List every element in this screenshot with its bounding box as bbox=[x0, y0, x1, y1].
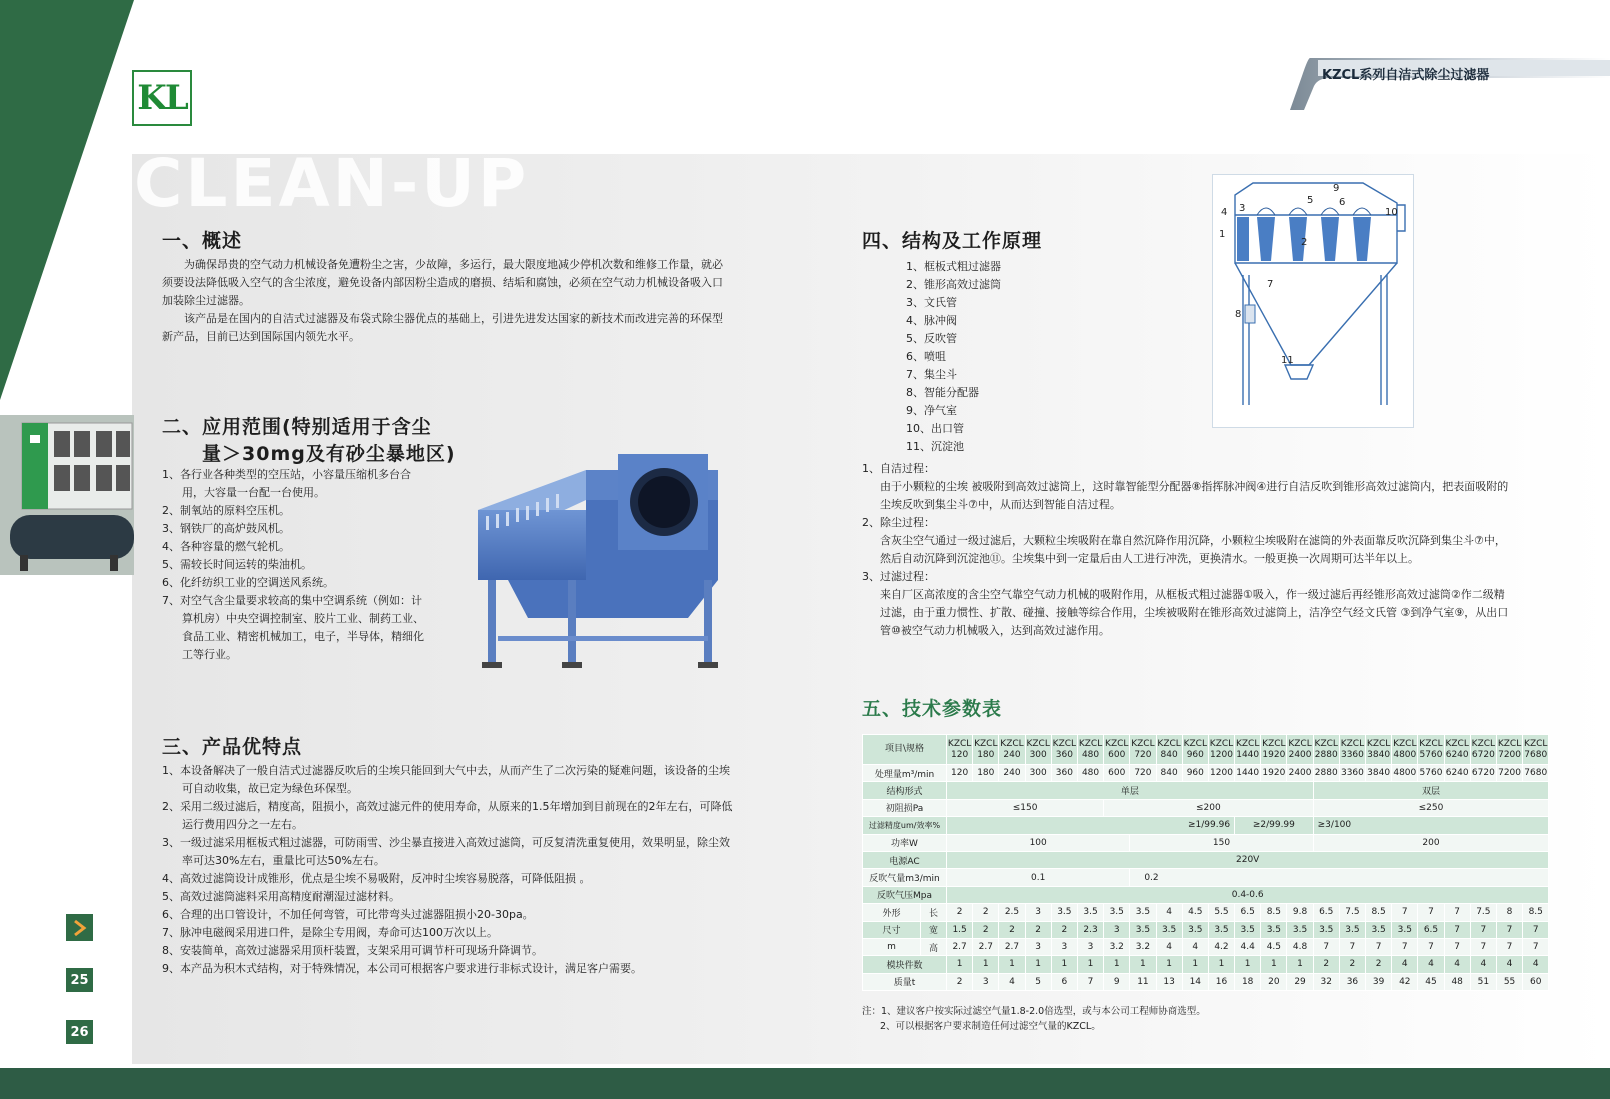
table-cell: 4 bbox=[1496, 956, 1522, 973]
footer-bar bbox=[0, 1068, 1610, 1099]
table-row: m 高 2.7 2.7 2.7 3 3 3 3.2 3.2 4 4 4.2 4.4 4.5 4.8 7 7 7 7 7 7 7 7 7 bbox=[863, 938, 1549, 955]
table-cell: 4.5 bbox=[1261, 938, 1287, 955]
table-cell: 3.5 bbox=[1051, 904, 1077, 921]
table-cell: 2 bbox=[973, 904, 999, 921]
model-prefix: KZCL bbox=[1524, 738, 1548, 749]
table-cell: 4 bbox=[1444, 956, 1470, 973]
table-cell bbox=[1339, 735, 1365, 765]
table-cell bbox=[1235, 735, 1261, 765]
table-cell: 1 bbox=[1261, 956, 1287, 973]
list-item: 7、脉冲电磁阀采用进口件，是除尘专用阀，寿命可达100万次以上。 bbox=[162, 926, 498, 939]
table-cell: 14 bbox=[1182, 973, 1208, 990]
table-row: 过滤精度um/效率% ≥1/99.96 ≥2/99.99 ≥3/100 bbox=[863, 817, 1549, 834]
table-cell: 1 bbox=[1182, 956, 1208, 973]
table-cell: 1200 bbox=[1208, 765, 1234, 782]
table-cell: 2 bbox=[947, 904, 973, 921]
table-cell bbox=[1313, 735, 1339, 765]
table-cell: 2.5 bbox=[999, 904, 1025, 921]
table-cell: 7 bbox=[1418, 904, 1444, 921]
model-prefix: KZCL bbox=[1209, 738, 1234, 749]
table-cell: 6240 bbox=[1444, 765, 1470, 782]
process-descriptions bbox=[862, 460, 1512, 640]
table-cell: 8.5 bbox=[1261, 904, 1287, 921]
table-cell: 60 bbox=[1523, 973, 1549, 990]
section-overview-text bbox=[162, 256, 732, 346]
model-prefix: KZCL bbox=[1052, 738, 1077, 749]
table-cell: 3.5 bbox=[1235, 921, 1261, 938]
list-item: 10、出口管 bbox=[906, 422, 964, 435]
list-item: 8、智能分配器 bbox=[906, 386, 979, 399]
model-number: 3840 bbox=[1367, 749, 1391, 760]
table-cell: 4 bbox=[999, 973, 1025, 990]
table-cell bbox=[1104, 735, 1130, 765]
table-cell: 240 bbox=[999, 765, 1025, 782]
table-cell: 3.5 bbox=[1182, 921, 1208, 938]
page-number-26[interactable]: 26 bbox=[66, 1020, 93, 1044]
table-row bbox=[863, 765, 1549, 782]
table-cell: 7.5 bbox=[1470, 904, 1496, 921]
table-cell: 1.5 bbox=[947, 921, 973, 938]
table-cell: 3840 bbox=[1366, 765, 1392, 782]
list-item: 5、高效过滤筒滤料采用高精度耐潮湿过滤材料。 bbox=[162, 890, 400, 903]
table-cell: 7 bbox=[1444, 904, 1470, 921]
model-prefix: KZCL bbox=[974, 738, 998, 749]
table-cell: 7680 bbox=[1523, 765, 1549, 782]
table-cell: 2.7 bbox=[947, 938, 973, 955]
table-cell bbox=[1025, 735, 1051, 765]
model-prefix: KZCL bbox=[1078, 738, 1103, 749]
table-cell: 3.5 bbox=[1392, 921, 1418, 938]
table-cell: 1 bbox=[1287, 956, 1313, 973]
table-cell: 29 bbox=[1287, 973, 1313, 990]
process-text: 由于小颗粒的尘埃 被吸附到高效过滤筒上，这时靠智能型分配器⑧指挥脉冲阀④进行自洁反吹到锥形高效过滤筒内，把表面吸附的尘埃反吹到集尘斗⑦中，从而达到智能自洁过程。 bbox=[880, 480, 1509, 511]
model-number: 480 bbox=[1081, 749, 1100, 760]
model-number: 720 bbox=[1134, 749, 1152, 760]
note-line: 2、可以根据客户要求制造任何过滤空气量的KZCL。 bbox=[880, 1021, 1101, 1032]
section-parameters-title: 五、技术参数表 bbox=[862, 698, 1003, 720]
model-prefix: KZCL bbox=[1340, 738, 1365, 749]
table-cell bbox=[1287, 735, 1313, 765]
table-cell: 7 bbox=[1418, 938, 1444, 955]
table-cell bbox=[999, 735, 1025, 765]
list-item: 6、化纤纺织工业的空调送风系统。 bbox=[162, 576, 334, 589]
table-cell: 1 bbox=[947, 956, 973, 973]
page-number-25[interactable]: 25 bbox=[66, 968, 93, 992]
table-cell: 7.5 bbox=[1339, 904, 1365, 921]
diagram-label: 9 bbox=[1333, 183, 1340, 194]
table-cell: 1440 bbox=[1235, 765, 1261, 782]
table-cell: 2400 bbox=[1287, 765, 1313, 782]
table-cell: 32 bbox=[1313, 973, 1339, 990]
table-cell: 5760 bbox=[1418, 765, 1444, 782]
model-prefix: KZCL bbox=[1393, 738, 1417, 749]
diagram-label: 6 bbox=[1339, 197, 1346, 208]
table-cell: 4 bbox=[1470, 956, 1496, 973]
model-prefix: KZCL bbox=[1262, 738, 1286, 749]
table-cell: 2 bbox=[999, 921, 1025, 938]
table-cell: 3.5 bbox=[1261, 921, 1287, 938]
table-cell: 11 bbox=[1130, 973, 1156, 990]
table-cell: 4 bbox=[1182, 938, 1208, 955]
table-cell: 2 bbox=[1313, 956, 1339, 973]
table-cell: 8 bbox=[1496, 904, 1522, 921]
structure-diagram bbox=[1212, 174, 1414, 428]
diagram-label: 8 bbox=[1235, 309, 1242, 320]
process-title: 2、除尘过程： bbox=[862, 516, 935, 529]
list-item: 2、制氧站的原料空压机。 bbox=[162, 504, 290, 517]
model-number: 600 bbox=[1108, 749, 1126, 760]
kl-logo: KL bbox=[132, 70, 192, 126]
table-cell: 6.5 bbox=[1313, 904, 1339, 921]
table-cell: 7 bbox=[1077, 973, 1103, 990]
model-prefix: KZCL bbox=[1497, 738, 1522, 749]
model-prefix: KZCL bbox=[1105, 738, 1129, 749]
note-line: 注：1、建议客户按实际过滤空气量1.8-2.0倍选型，或与本公司工程师协商选型。 bbox=[862, 1006, 1206, 1017]
model-number: 1200 bbox=[1210, 749, 1233, 760]
model-number: 2400 bbox=[1288, 749, 1312, 760]
table-cell: 13 bbox=[1156, 973, 1182, 990]
list-item: 2、采用二级过滤后，精度高，阻损小，高效过滤元件的使用寿命，从原来的1.5年增加到目前现在的2年左右，可降低运行费用四分之一左右。 bbox=[162, 800, 733, 831]
list-item: 8、安装简单，高效过滤器采用顶杆装置，支架采用可调节杆可现场升降调节。 bbox=[162, 944, 543, 957]
table-cell: 7 bbox=[1444, 921, 1470, 938]
table-cell: 4.8 bbox=[1287, 938, 1313, 955]
model-number: 2880 bbox=[1314, 749, 1338, 760]
model-prefix: KZCL bbox=[1235, 738, 1260, 749]
list-item: 1、框板式粗过滤器 bbox=[906, 260, 1001, 273]
table-cell: 4.2 bbox=[1208, 938, 1234, 955]
table-cell: 42 bbox=[1392, 973, 1418, 990]
model-number: 7200 bbox=[1498, 749, 1521, 760]
table-cell: 3.2 bbox=[1104, 938, 1130, 955]
table-cell: 3 bbox=[1104, 921, 1130, 938]
table-notes bbox=[862, 1004, 1206, 1034]
table-cell: 6.5 bbox=[1235, 904, 1261, 921]
table-cell: 3.5 bbox=[1208, 921, 1234, 938]
table-cell: 2 bbox=[947, 973, 973, 990]
list-item: 11、沉淀池 bbox=[906, 440, 964, 453]
diagram-label: 2 bbox=[1301, 237, 1308, 248]
table-cell bbox=[1444, 735, 1470, 765]
model-number: 7680 bbox=[1524, 749, 1548, 760]
list-item: 3、一级过滤采用框板式粗过滤器，可防雨雪、沙尘暴直接进入高效过滤筒，可反复清洗重复使用，效果明显，除尘效率可达30%左右，重量比可达50%左右。 bbox=[162, 836, 730, 867]
model-prefix: KZCL bbox=[1157, 738, 1181, 749]
model-prefix: KZCL bbox=[1314, 738, 1338, 749]
table-cell bbox=[1077, 735, 1103, 765]
table-cell: 18 bbox=[1235, 973, 1261, 990]
process-title: 1、自洁过程： bbox=[862, 462, 935, 475]
table-cell: 2 bbox=[1025, 921, 1051, 938]
list-item: 2、锥形高效过滤筒 bbox=[906, 278, 1001, 291]
table-row: 反吹气压Mpa 0.4-0.6 bbox=[863, 886, 1549, 903]
model-number: 6240 bbox=[1445, 749, 1469, 760]
table-cell bbox=[1496, 735, 1522, 765]
process-text: 来自厂区高浓度的含尘空气靠空气动力机械的吸附作用，从框板式粗过滤器①吸入，作一级过滤后再经锥形高效过滤筒②作二级精过滤，由于重力惯性、扩散、碰撞、接触等综合作用，尘埃被吸附在锥形高效过滤筒上，洁净空气经文氏管 ③到净气室⑨，从出口管⑩被空气动力机械吸入，达到高效过滤作用。 bbox=[880, 588, 1509, 637]
section-application-title bbox=[162, 412, 456, 466]
table-cell bbox=[1470, 735, 1496, 765]
table-cell: 2 bbox=[1366, 956, 1392, 973]
table-cell: 3.5 bbox=[1130, 921, 1156, 938]
dust-filter-photo bbox=[468, 450, 738, 670]
table-row: 功率W 100 150 200 bbox=[863, 834, 1549, 851]
list-item: 7、对空气含尘量要求较高的集中空调系统（例如：计算机房）中央空调控制室、胶片工业、制药工业、食品工业、精密机械加工，电子，半导体，精细化工等行业。 bbox=[162, 594, 424, 661]
header-title: KZCL系列自洁式除尘过滤器 bbox=[1322, 68, 1490, 83]
table-cell: 1 bbox=[973, 956, 999, 973]
table-cell: 7 bbox=[1366, 938, 1392, 955]
application-title-line1: 二、应用范围(特别适用于含尘 bbox=[162, 416, 432, 438]
section-overview-title: 一、概述 bbox=[162, 230, 243, 252]
list-item: 4、脉冲阀 bbox=[906, 314, 957, 327]
table-cell: 600 bbox=[1104, 765, 1130, 782]
table-cell bbox=[1182, 735, 1208, 765]
table-row: 电源AC 220V bbox=[863, 851, 1549, 868]
model-number: 6720 bbox=[1471, 749, 1495, 760]
table-cell: 3 bbox=[1025, 904, 1051, 921]
process-title: 3、过滤过程： bbox=[862, 570, 935, 583]
table-cell: 7200 bbox=[1496, 765, 1522, 782]
table-cell: 4 bbox=[1156, 938, 1182, 955]
table-cell: 7 bbox=[1444, 938, 1470, 955]
diagram-label: 1 bbox=[1219, 229, 1226, 240]
table-cell: 3.5 bbox=[1339, 921, 1365, 938]
table-cell: 4 bbox=[1156, 904, 1182, 921]
table-cell: 2.7 bbox=[973, 938, 999, 955]
table-cell: 45 bbox=[1418, 973, 1444, 990]
air-compressor-photo bbox=[0, 415, 134, 575]
list-item: 9、净气室 bbox=[906, 404, 957, 417]
table-cell: 720 bbox=[1130, 765, 1156, 782]
list-item: 5、需较长时间运转的柴油机。 bbox=[162, 558, 312, 571]
parts-list bbox=[906, 258, 1106, 456]
table-cell: 2880 bbox=[1313, 765, 1339, 782]
green-corner-wedge bbox=[0, 0, 134, 400]
table-cell: 1 bbox=[1208, 956, 1234, 973]
table-cell bbox=[1156, 735, 1182, 765]
table-cell: 4.4 bbox=[1235, 938, 1261, 955]
diagram-label: 4 bbox=[1221, 207, 1228, 218]
table-cell: 3.5 bbox=[1313, 921, 1339, 938]
table-cell: 2.3 bbox=[1077, 921, 1103, 938]
table-cell bbox=[1051, 735, 1077, 765]
section-features-title: 三、产品优特点 bbox=[162, 736, 303, 758]
table-row: 初阻损Pa ≤150 ≤200 ≤250 bbox=[863, 799, 1549, 816]
table-cell: 960 bbox=[1182, 765, 1208, 782]
model-number: 240 bbox=[1003, 749, 1021, 760]
table-cell: 4.5 bbox=[1182, 904, 1208, 921]
model-prefix: KZCL bbox=[947, 738, 972, 749]
table-cell: 1 bbox=[1104, 956, 1130, 973]
table-cell: 1 bbox=[1130, 956, 1156, 973]
model-prefix: KZCL bbox=[1366, 738, 1391, 749]
table-cell: 7 bbox=[1339, 938, 1365, 955]
table-cell bbox=[1366, 735, 1392, 765]
table-cell: 4 bbox=[1418, 956, 1444, 973]
table-cell bbox=[947, 735, 973, 765]
list-item: 3、文氏管 bbox=[906, 296, 957, 309]
table-cell bbox=[1130, 735, 1156, 765]
table-cell: 55 bbox=[1496, 973, 1522, 990]
diagram-label: 7 bbox=[1267, 279, 1274, 290]
table-header-label: 项目\规格 bbox=[863, 735, 947, 765]
table-cell bbox=[1208, 735, 1234, 765]
diagram-label: 10 bbox=[1385, 207, 1398, 218]
overview-paragraph: 为确保昂贵的空气动力机械设备免遭粉尘之害，少故障，多运行，最大限度地减少停机次数和维修工作量，就必须要设法降低吸入空气的含尘浓度，避免设备内部因粉尘造成的磨损、结垢和腐蚀，必须在空气动力机械设备吸入口加装除尘过滤器。 bbox=[162, 258, 723, 307]
table-cell: 5 bbox=[1025, 973, 1051, 990]
table-cell: 36 bbox=[1339, 973, 1365, 990]
table-row: 质量t 2 3 4 5 6 7 9 11 13 14 16 18 20 29 32 36 39 42 45 48 51 55 60 bbox=[863, 973, 1549, 990]
table-cell: 3.5 bbox=[1287, 921, 1313, 938]
application-title-line2: 量＞30mg及有砂尘暴地区) bbox=[202, 443, 456, 465]
table-cell: 48 bbox=[1444, 973, 1470, 990]
table-cell: 6720 bbox=[1470, 765, 1496, 782]
model-prefix: KZCL bbox=[1131, 738, 1155, 749]
list-item: 4、高效过滤筒设计成锥形，优点是尘埃不易吸附，反冲时尘埃容易脱落，可降低阻损 。 bbox=[162, 872, 591, 885]
model-number: 4800 bbox=[1393, 749, 1417, 760]
table-cell: 8.5 bbox=[1366, 904, 1392, 921]
table-cell: 8.5 bbox=[1523, 904, 1549, 921]
model-number: 960 bbox=[1186, 749, 1204, 760]
table-cell: 3 bbox=[1077, 938, 1103, 955]
model-number: 5760 bbox=[1419, 749, 1443, 760]
list-item: 1、本设备解决了一般自洁式过滤器反吹后的尘埃只能回到大气中去，从而产生了二次污染的疑难问题，该设备的尘埃可自动收集，故已定为绿色环保型。 bbox=[162, 764, 730, 795]
table-cell: 3 bbox=[1025, 938, 1051, 955]
table-cell: 180 bbox=[973, 765, 999, 782]
table-cell: 7 bbox=[1392, 938, 1418, 955]
table-cell: 300 bbox=[1025, 765, 1051, 782]
table-cell: 120 bbox=[947, 765, 973, 782]
airflow-label: 处理量m³/min bbox=[863, 765, 947, 782]
list-item: 5、反吹管 bbox=[906, 332, 957, 345]
list-item: 9、本产品为积木式结构，对于特殊情况，本公司可根据客户要求进行非标式设计，满足客户需要。 bbox=[162, 962, 642, 975]
table-row: 外形 长 2 2 2.5 3 3.5 3.5 3.5 3.5 4 4.5 5.5 6.5 8.5 9.8 6.5 7.5 8.5 7 7 7 7.5 8 8.5 bbox=[863, 904, 1549, 921]
table-cell: 1 bbox=[1235, 956, 1261, 973]
model-prefix: KZCL bbox=[1000, 738, 1024, 749]
table-cell: 3.5 bbox=[1104, 904, 1130, 921]
table-cell: 4 bbox=[1523, 956, 1549, 973]
features-list bbox=[162, 762, 740, 978]
table-cell: 2 bbox=[973, 921, 999, 938]
table-cell: 3 bbox=[1051, 938, 1077, 955]
table-cell: 4 bbox=[1392, 956, 1418, 973]
diagram-label: 3 bbox=[1239, 203, 1246, 214]
table-cell: 6 bbox=[1051, 973, 1077, 990]
table-cell: 20 bbox=[1261, 973, 1287, 990]
table-cell: 1 bbox=[1025, 956, 1051, 973]
table-cell bbox=[1261, 735, 1287, 765]
list-item: 6、合理的出口管设计，不加任何弯管，可比带弯头过滤器阻损小20-30pa。 bbox=[162, 908, 534, 921]
table-cell: 3.5 bbox=[1366, 921, 1392, 938]
application-list bbox=[162, 466, 432, 664]
table-cell: 2 bbox=[1339, 956, 1365, 973]
model-number: 3360 bbox=[1340, 749, 1364, 760]
table-cell: 1 bbox=[1077, 956, 1103, 973]
table-cell: 7 bbox=[1496, 921, 1522, 938]
model-number: 1440 bbox=[1236, 749, 1260, 760]
table-cell bbox=[973, 735, 999, 765]
table-cell: 1 bbox=[999, 956, 1025, 973]
model-prefix: KZCL bbox=[1419, 738, 1443, 749]
table-cell: 6.5 bbox=[1418, 921, 1444, 938]
table-cell: 7 bbox=[1523, 938, 1549, 955]
list-item: 7、集尘斗 bbox=[906, 368, 957, 381]
table-cell: 7 bbox=[1470, 921, 1496, 938]
clean-up-watermark: CLEAN-UP bbox=[134, 145, 530, 222]
model-prefix: KZCL bbox=[1471, 738, 1496, 749]
table-cell: 3 bbox=[973, 973, 999, 990]
model-number: 840 bbox=[1160, 749, 1178, 760]
table-row: 反吹气量m3/min 0.1 0.2 bbox=[863, 869, 1549, 886]
process-text: 含灰尘空气通过一级过滤后，大颗粒尘埃吸附在靠自然沉降作用沉降，小颗粒尘埃吸附在滤筒的外表面靠反吹沉降到集尘斗⑦中，然后自动沉降到沉淀池⑪。尘埃集中到一定量后由人工进行冲洗，更换清水。一般更换一次周期可达半年以上。 bbox=[880, 534, 1506, 565]
model-number: 360 bbox=[1055, 749, 1073, 760]
table-cell: 39 bbox=[1366, 973, 1392, 990]
table-cell: 480 bbox=[1077, 765, 1103, 782]
table-cell bbox=[1392, 735, 1418, 765]
table-cell: 16 bbox=[1208, 973, 1234, 990]
table-cell bbox=[1523, 735, 1549, 765]
table-cell: 360 bbox=[1051, 765, 1077, 782]
table-cell: 3.2 bbox=[1130, 938, 1156, 955]
technical-parameters-table bbox=[862, 734, 1549, 991]
table-cell: 9 bbox=[1104, 973, 1130, 990]
table-cell: 3.5 bbox=[1156, 921, 1182, 938]
list-item: 4、各种容量的燃气轮机。 bbox=[162, 540, 290, 553]
table-cell: 7 bbox=[1523, 921, 1549, 938]
table-cell: 2.7 bbox=[999, 938, 1025, 955]
model-prefix: KZCL bbox=[1026, 738, 1050, 749]
table-cell: 4800 bbox=[1392, 765, 1418, 782]
list-item: 3、钢铁厂的高炉鼓风机。 bbox=[162, 522, 290, 535]
model-number: 180 bbox=[977, 749, 995, 760]
table-cell: 3.5 bbox=[1130, 904, 1156, 921]
table-cell: 51 bbox=[1470, 973, 1496, 990]
table-cell: 7 bbox=[1470, 938, 1496, 955]
table-cell: 7 bbox=[1392, 904, 1418, 921]
model-number: 120 bbox=[951, 749, 969, 760]
list-item: 6、喷咀 bbox=[906, 350, 946, 363]
overview-paragraph: 该产品是在国内的自洁式过滤器及布袋式除尘器优点的基础上，引进先进发达国家的新技术而改进完善的环保型新产品，目前已达到国际国内领先水平。 bbox=[162, 312, 723, 343]
list-item: 1、各行业各种类型的空压站，小容量压缩机多台合用，大容量一台配一台使用。 bbox=[162, 468, 411, 499]
table-row bbox=[863, 735, 1549, 765]
table-row: 模块件数 1 1 1 1 1 1 1 1 1 1 1 1 1 1 2 2 2 4 4 4 4 4 4 bbox=[863, 956, 1549, 973]
table-cell: 5.5 bbox=[1208, 904, 1234, 921]
model-prefix: KZCL bbox=[1288, 738, 1312, 749]
section-structure-title: 四、结构及工作原理 bbox=[862, 230, 1043, 252]
model-number: 300 bbox=[1029, 749, 1047, 760]
table-row: 结构形式 单层 双层 bbox=[863, 782, 1549, 799]
table-cell: 7 bbox=[1313, 938, 1339, 955]
table-cell: 7 bbox=[1496, 938, 1522, 955]
table-cell: 3.5 bbox=[1077, 904, 1103, 921]
model-number: 1920 bbox=[1262, 749, 1286, 760]
table-cell: 1 bbox=[1051, 956, 1077, 973]
table-cell: 1920 bbox=[1261, 765, 1287, 782]
table-row: 尺寸 宽 1.5 2 2 2 2 2.3 3 3.5 3.5 3.5 3.5 3.5 3.5 3.5 3.5 3.5 3.5 3.5 6.5 7 7 7 7 bbox=[863, 921, 1549, 938]
model-prefix: KZCL bbox=[1445, 738, 1469, 749]
table-cell: 3360 bbox=[1339, 765, 1365, 782]
chevron-right-icon[interactable] bbox=[66, 914, 93, 941]
model-prefix: KZCL bbox=[1183, 738, 1207, 749]
table-cell: 840 bbox=[1156, 765, 1182, 782]
table-cell: 9.8 bbox=[1287, 904, 1313, 921]
table-cell: 1 bbox=[1156, 956, 1182, 973]
diagram-label: 11 bbox=[1281, 355, 1294, 366]
table-cell bbox=[1418, 735, 1444, 765]
table-cell: 2 bbox=[1051, 921, 1077, 938]
diagram-label: 5 bbox=[1307, 195, 1314, 206]
